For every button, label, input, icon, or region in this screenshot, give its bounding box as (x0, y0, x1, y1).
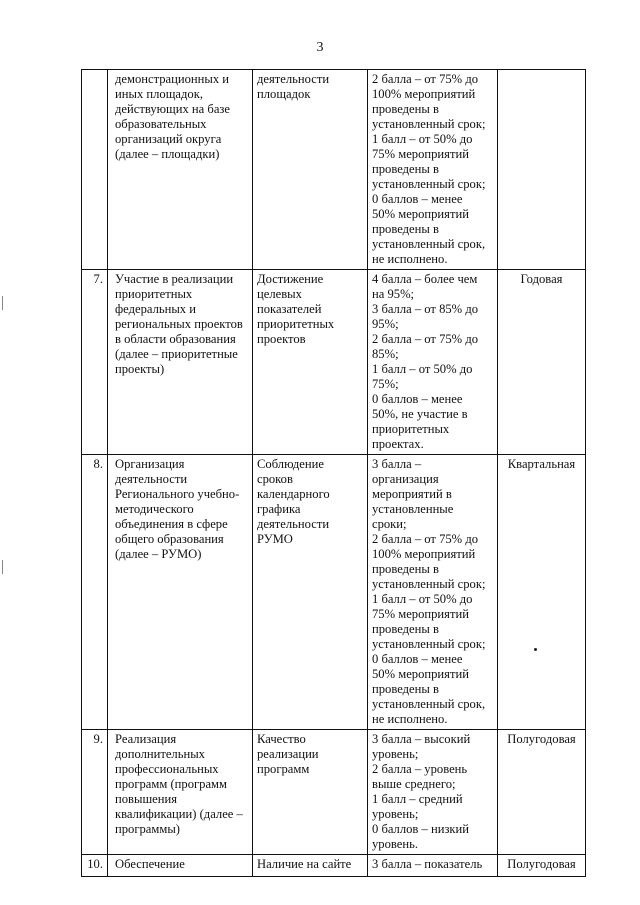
period-cell: Квартальная (498, 455, 586, 730)
criteria-cell: 3 балла – высокий уровень; 2 балла – уровень выше среднего; 1 балл – средний уровень; 0 баллов – низкий уровень. (368, 730, 498, 855)
table-row (82, 270, 586, 455)
activity-name: Организация деятельности Регионального учебно- методического объединения в сфере общего образования (далее – РУМО) (108, 455, 253, 730)
row-number (82, 70, 108, 270)
period-cell: Полугодовая (498, 730, 586, 855)
activity-name: Реализация дополнительных профессиональных программ (программ повышения квалификации) (далее – программы) (108, 730, 253, 855)
row-number: 7. (82, 270, 108, 455)
period-cell: Полугодовая (498, 855, 586, 877)
criteria-cell: 3 балла – показатель (368, 855, 498, 877)
criteria-table (81, 69, 586, 877)
scan-dot (534, 648, 537, 651)
period-cell: Годовая (498, 270, 586, 455)
page-number: 3 (316, 40, 324, 55)
indicator-cell: Наличие на сайте (253, 855, 368, 877)
scan-edge-mark (2, 560, 3, 574)
indicator-cell: Достижение целевых показателей приоритетных проектов (253, 270, 368, 455)
criteria-cell: 4 балла – более чем на 95%; 3 балла – от 85% до 95%; 2 балла – от 75% до 85%; 1 балл – от 50% до 75%; 0 баллов – менее 50%, не участие в приоритетных проектах. (368, 270, 498, 455)
indicator-cell: деятельности площадок (253, 70, 368, 270)
scan-edge-mark (2, 296, 3, 310)
activity-name: Обеспечение (108, 855, 253, 877)
indicator-cell: Качество реализации программ (253, 730, 368, 855)
activity-name: демонстрационных и иных площадок, действующих на базе образовательных организаций округа (далее – площадки) (108, 70, 253, 270)
criteria-cell: 3 балла – организация мероприятий в установленные сроки; 2 балла – от 75% до 100% мероприятий проведены в установленный срок; 1 балл – от 50% до 75% мероприятий проведены в установленный срок; 0 баллов – менее 50% мероприятий проведены в установленный срок, не исполнено. (368, 455, 498, 730)
table-row (82, 855, 586, 877)
activity-name: Участие в реализации приоритетных федеральных и региональных проектов в области образования (далее – приоритетные проекты) (108, 270, 253, 455)
table-row (82, 70, 586, 270)
table-row (82, 455, 586, 730)
indicator-cell: Соблюдение сроков календарного графика деятельности РУМО (253, 455, 368, 730)
period-cell (498, 70, 586, 270)
row-number: 8. (82, 455, 108, 730)
table-row (82, 730, 586, 855)
criteria-cell: 2 балла – от 75% до 100% мероприятий проведены в установленный срок; 1 балл – от 50% до 75% мероприятий проведены в установленный срок; 0 баллов – менее 50% мероприятий проведены в установленный срок, не исполнено. (368, 70, 498, 270)
row-number: 9. (82, 730, 108, 855)
row-number: 10. (82, 855, 108, 877)
